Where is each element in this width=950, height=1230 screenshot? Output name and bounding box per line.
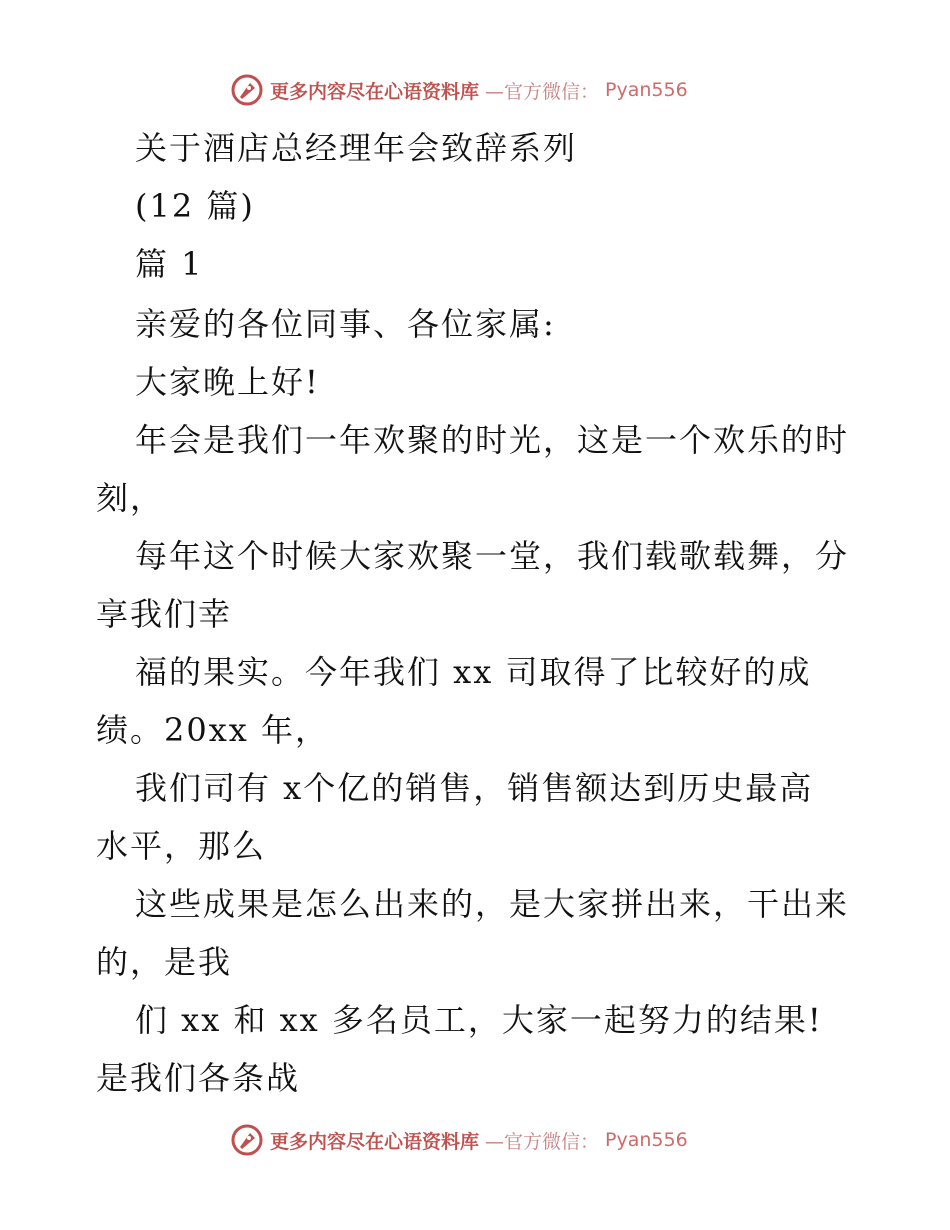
text-line: 每年这个时候大家欢聚一堂，我们载歌载舞，分 (135, 537, 850, 575)
watermark-separator: —官方微信： (485, 1130, 600, 1153)
watermark-handle: Pyan556 (605, 1129, 688, 1151)
text-line: 我们司有 x个亿的销售，销售额达到历史最高 (135, 769, 814, 807)
text-line: 绩。20xx 年， (96, 711, 329, 749)
watermark-separator: —官方微信： (485, 80, 600, 103)
watermark-footer (230, 1120, 750, 1160)
text-line: 福的果实。今年我们 xx 司取得了比较好的成 (135, 653, 812, 691)
pen-nib-circle-icon (230, 1123, 264, 1157)
text-line: 大家晚上好! (135, 363, 320, 401)
text-line: 是我们各条战 (96, 1059, 301, 1097)
text-line: 年会是我们一年欢聚的时光，这是一个欢乐的时 (135, 421, 850, 459)
text-line: 刻， (96, 479, 165, 517)
text-line: 亲爱的各位同事、各位家属: (135, 305, 556, 343)
watermark-text: 更多内容尽在心语资料库 (270, 1130, 480, 1153)
watermark-header (230, 70, 750, 110)
document-subtitle: (12 篇) (135, 187, 255, 225)
text-line: 享我们幸 (96, 595, 233, 633)
document-title: 关于酒店总经理年会致辞系列 (135, 129, 578, 167)
watermark-text: 更多内容尽在心语资料库 (270, 80, 480, 103)
pen-nib-circle-icon (230, 73, 264, 107)
text-line: 这些成果是怎么出来的，是大家拼出来，干出来 (135, 885, 850, 923)
text-line: 水平，那么 (96, 827, 267, 865)
text-line: 的，是我 (96, 943, 233, 981)
watermark-handle: Pyan556 (605, 79, 688, 101)
text-line: 们 xx 和 xx 多名员工，大家一起努力的结果! (135, 1001, 823, 1039)
section-heading: 篇 1 (135, 245, 204, 283)
